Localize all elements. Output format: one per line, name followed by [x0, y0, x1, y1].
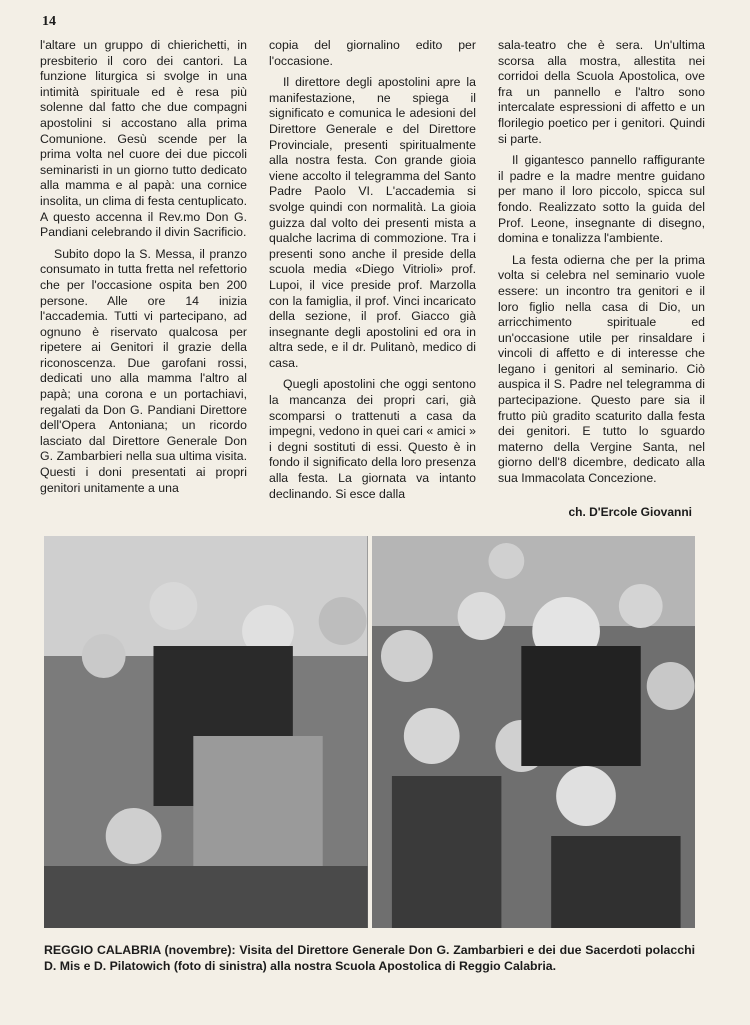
author-signature: ch. D'Ercole Giovanni: [568, 505, 692, 519]
article-body: [40, 38, 705, 528]
paragraph: Il direttore degli apostolini apre la manifestazione, ne spiega il significato e comunica le adesioni del Direttore Generale e del Direttore Provinciale, presenti spiritualmente alla nostra festa. Con grande gioia viene accolto il telegramma del Santo Padre Paolo VI. L'accademia si svolge quindi con normalità. La gioia guizza dal volto dei presenti mista a qualche lacrima di commozione. Tra i presenti sono anche il preside della scuola media «Diego Vitrioli» prof. Lupoi, il vice preside prof. Marzolla con la famiglia, il prof. Vinci incaricato della sezione, il prof. Giacco già insegnante degli apostolini ed ora in altra sede, e il dr. Pulitanò, medico di casa.: [269, 75, 476, 370]
photo-caption: REGGIO CALABRIA (novembre): Visita del Direttore Generale Don G. Zambarbieri e dei due Sacerdoti polacchi D. Mis e D. Pilatowich (foto di sinistra) alla nostra Scuola Apostolica di Reggio Calabria.: [44, 943, 695, 973]
paragraph: l'altare un gruppo di chierichetti, in presbiterio il coro dei cantori. La funzione liturgica si svolge in una intimità spirituale ed è resa più solenne dal fatto che due compagni apostolini si accostano alla prima Comunione. Gesù scende per la prima volta nel cuore dei due piccoli seminaristi in un giorno tutto dedicato alla mamma e al papà: una cornice insolita, un clima di festa centuplicato. A questo accenna il Rev.mo Don G. Pandiani celebrando il divin Sacrificio.: [40, 38, 247, 240]
article-column-3: [498, 38, 705, 528]
paragraph: Quegli apostolini che oggi sentono la mancanza dei propri cari, già scomparsi o trattenuti a casa da impegni, vedono in quei cari « amici » i degni sostituti di essi. Questo è in fondo il significato della loro presenza alla festa. La giornata va intanto declinando. Si esce dalla: [269, 377, 476, 501]
page-number: 14: [42, 14, 56, 29]
article-column-2: [269, 38, 476, 528]
paragraph: Subito dopo la S. Messa, il pranzo consumato in tutta fretta nel refettorio che per l'occasione ospita ben 200 persone. Alle ore 14 inizia l'accademia. Tutti vi partecipano, ad ognuno è riservato qualcosa per ripetere ai Genitori il grazie della riconoscenza. Due garofani rossi, dedicati uno alla mamma l'altro al papà; una corona e un portachiavi, regalati da Don G. Pandiani Direttore dell'Opera Antoniana; un ricordo lasciato dal Direttore Generale Don G. Zambarbieri nella sua ultima visita. Questi i doni presentati ai propri genitori unitamente a una: [40, 246, 247, 495]
paragraph: Il gigantesco pannello raffigurante il padre e la madre mentre guidano per mano il loro piccolo, spicca sul fondo. Realizzato sotto la guida del Prof. Leone, insegnante di disegno, domina e tonalizza l'ambiente.: [498, 153, 705, 246]
photo-right-image: [372, 536, 696, 928]
article-column-1: [40, 38, 247, 528]
photo-strip: [44, 536, 695, 928]
paragraph: La festa odierna che per la prima volta si celebra nel seminario vuole essere: un incontro tra genitori e il loro figlio nella casa di Dio, un arricchimento spirituale ed un'occasione utile per rinsaldare i vincoli di affetto e di interesse che legano i genitori al seminario. Ciò auspica il S. Padre nel telegramma di partecipazione. Questo pare sia il frutto più gradito scaturito dalla festa dei genitori. E tutto lo sguardo materno della Vergine Santa, nel giorno dell'8 dicembre, dedicato alla sua Immacolata Concezione.: [498, 252, 705, 486]
photo-left: [44, 536, 368, 928]
photo-right: [372, 536, 696, 928]
paragraph: copia del giornalino edito per l'occasione.: [269, 38, 476, 68]
paragraph: sala-teatro che è sera. Un'ultima scorsa alla mostra, allestita nei corridoi della Scuola Apostolica, ove fra un pannello e l'altro sono intercalate espressioni di affetto e un florilegio poetico per i genitori. Quindi si parte.: [498, 38, 705, 146]
photo-left-image: [44, 536, 368, 928]
